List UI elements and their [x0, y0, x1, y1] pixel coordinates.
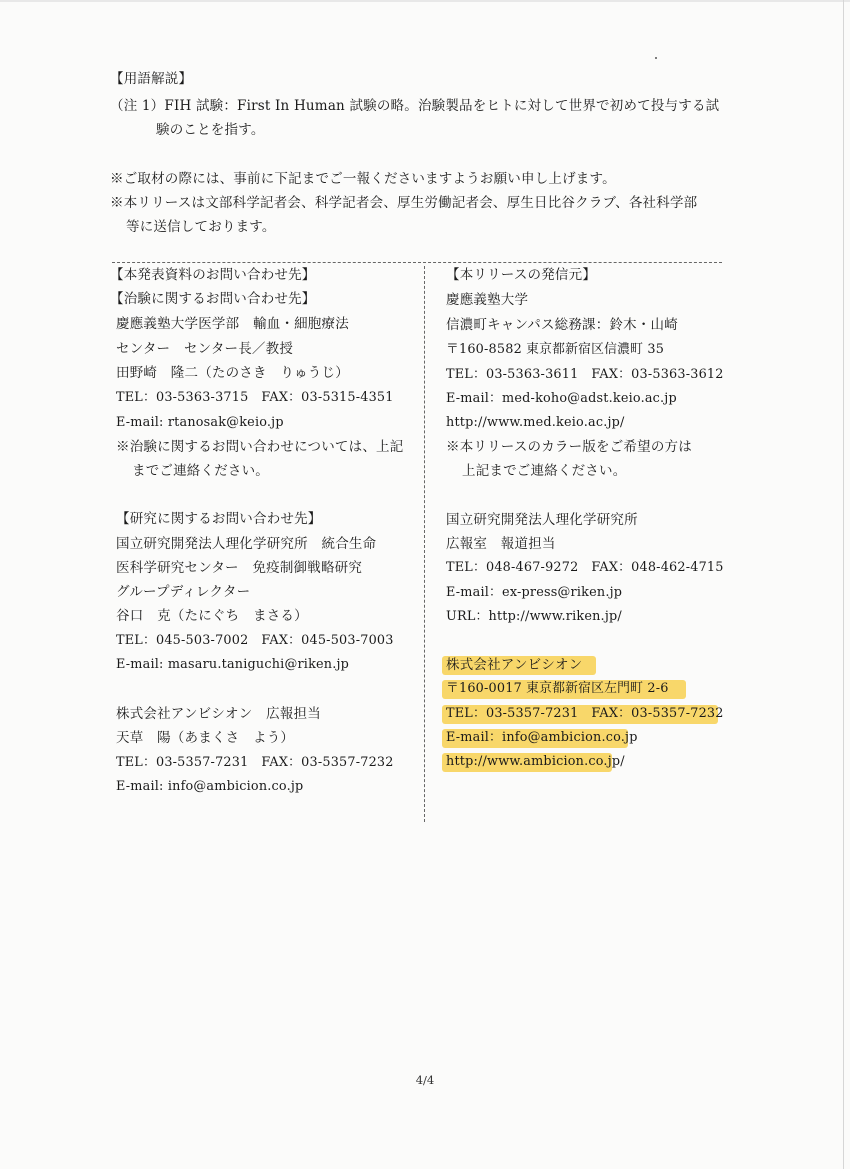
trial-line: 慶應義塾大学医学部 輸血・細胞療法 [116, 316, 349, 332]
research-line: グループディレクター [116, 584, 251, 600]
scan-edge-top [0, 0, 850, 2]
issuer-heading: 【本リリースの発信元】 [446, 267, 597, 283]
trial-contact-name: 田野崎 隆二（たのさき りゅうじ） [116, 365, 349, 381]
notice-line3: 等に送信しております。 [126, 219, 276, 235]
keio-url: http://www.med.keio.ac.jp/ [446, 415, 625, 430]
ambicion-email: E-mail: info@ambicion.co.jp [116, 779, 304, 794]
keio-line: 信濃町キャンパス総務課：鈴木・山崎 [446, 317, 678, 333]
glossary-note-line2: 験のことを指す。 [156, 122, 265, 138]
riken-url: URL：http://www.riken.jp/ [446, 609, 622, 624]
page-number: 4/4 [415, 1073, 435, 1087]
contact-heading: 【本発表資料のお問い合わせ先】 [110, 267, 316, 283]
scan-speck [655, 57, 657, 59]
ambicion-tel-fax: TEL：03-5357-7231 FAX：03-5357-7232 [116, 755, 394, 770]
riken-line: 広報室 報道担当 [446, 536, 556, 552]
ambicion-address: 〒160-0017 東京都新宿区左門町 2-6 [446, 681, 669, 696]
keio-note: ※本リリースのカラー版をご希望の方は [446, 439, 692, 455]
ambicion-email: E-mail：info@ambicion.co.jp [446, 730, 638, 745]
ambicion-company-name: 株式会社アンビシオン [446, 657, 583, 673]
research-tel-fax: TEL：045-503-7002 FAX：045-503-7003 [116, 633, 394, 648]
research-line: 医科学研究センター 免疫制御戦略研究 [116, 560, 363, 576]
riken-line: 国立研究開発法人理化学研究所 [446, 512, 638, 528]
trial-line: センター センター長／教授 [116, 341, 294, 357]
trial-email: E-mail: rtanosak@keio.jp [116, 415, 284, 430]
keio-line: 慶應義塾大学 [446, 292, 529, 308]
keio-tel-fax: TEL：03-5363-3611 FAX：03-5363-3612 [446, 367, 724, 382]
notice-line1: ※ご取材の際には、事前に下記までご一報くださいますようお願い申し上げます。 [110, 171, 616, 187]
research-email: E-mail: masaru.taniguchi@riken.jp [116, 657, 350, 672]
glossary-heading: 【用語解説】 [110, 71, 193, 87]
notice-line2: ※本リリースは文部科学記者会、科学記者会、厚生労働記者会、厚生日比谷クラブ、各社科学部 [110, 195, 698, 211]
riken-email: E-mail：ex-press@riken.jp [446, 585, 623, 600]
ambicion-url: http://www.ambicion.co.jp/ [446, 754, 625, 769]
ambicion-pr-line: 株式会社アンビシオン 広報担当 [116, 706, 321, 722]
riken-tel-fax: TEL：048-467-9272 FAX：048-462-4715 [446, 560, 724, 575]
trial-tel-fax: TEL：03-5363-3715 FAX：03-5315-4351 [116, 390, 394, 405]
section-divider [112, 262, 722, 263]
ambicion-contact-name: 天草 陽（あまくさ よう） [116, 730, 295, 746]
trial-note: までご連絡ください。 [132, 463, 269, 479]
glossary-note-line1: （注 1）FIH 試験：First In Human 試験の略。治験製品をヒトに対して世界で初めて投与する試 [110, 98, 720, 114]
trial-note: ※治験に関するお問い合わせについては、上記 [116, 439, 404, 455]
column-divider [424, 266, 425, 822]
ambicion-tel-fax: TEL：03-5357-7231 FAX：03-5357-7232 [446, 706, 724, 721]
research-line: 国立研究開発法人理化学研究所 統合生命 [116, 536, 377, 552]
keio-address: 〒160-8582 東京都新宿区信濃町 35 [446, 342, 665, 357]
research-heading: 【研究に関するお問い合わせ先】 [116, 511, 322, 527]
scan-edge-right [843, 0, 844, 1169]
keio-note: 上記までご連絡ください。 [462, 463, 627, 479]
research-contact-name: 谷口 克（たにぐち まさる） [116, 608, 308, 624]
trial-heading: 【治験に関するお問い合わせ先】 [110, 291, 316, 307]
keio-email: E-mail：med-koho@adst.keio.ac.jp [446, 391, 677, 406]
